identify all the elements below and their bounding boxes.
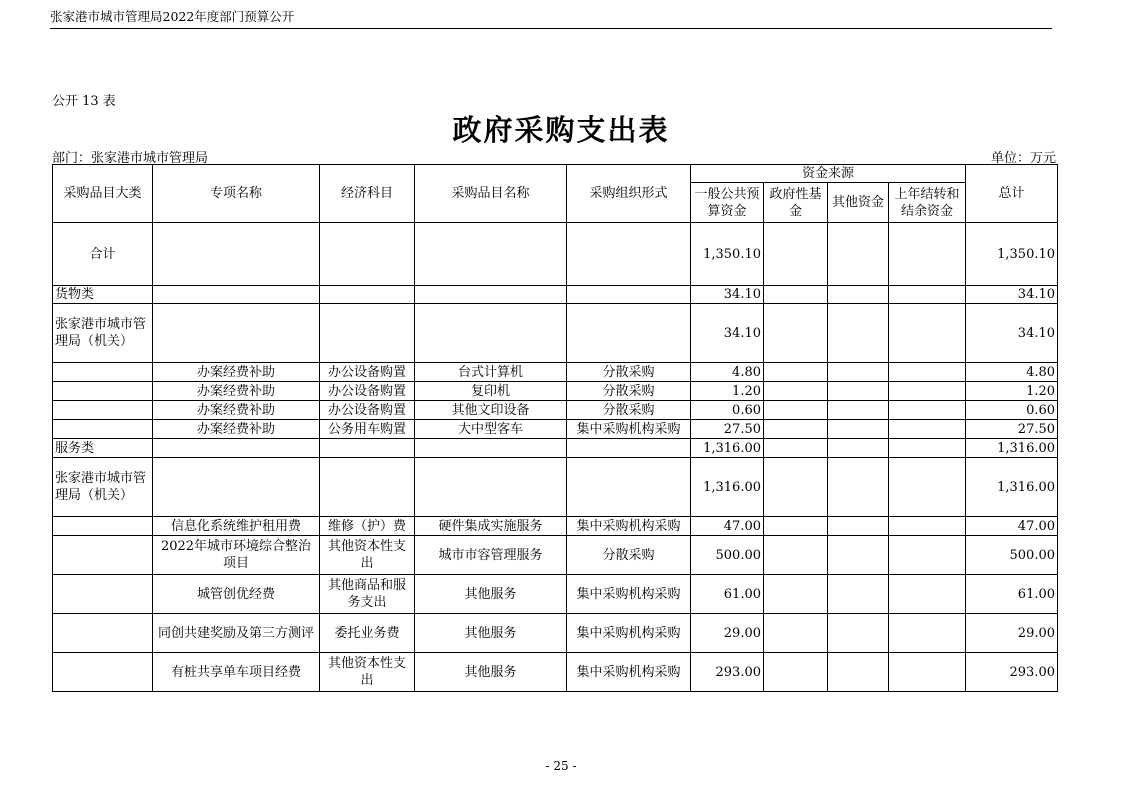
- row-carryover: [889, 614, 966, 653]
- row-method: 分散采购: [567, 363, 691, 382]
- col-header-method: 采购组织形式: [567, 165, 691, 223]
- row-general: 500.00: [691, 536, 764, 575]
- col-header-general: 一般公共预算资金: [691, 183, 764, 223]
- row-total: 1,316.00: [966, 458, 1058, 517]
- row-econ: 维修（护）费: [320, 517, 415, 536]
- row-method: 分散采购: [567, 536, 691, 575]
- row-other: [828, 401, 889, 420]
- row-general: 61.00: [691, 575, 764, 614]
- row-general: 4.80: [691, 363, 764, 382]
- row-category: [53, 401, 153, 420]
- row-total: 1,350.10: [966, 223, 1058, 286]
- row-category: [53, 363, 153, 382]
- row-govfund: [764, 223, 828, 286]
- row-method: [567, 304, 691, 363]
- row-govfund: [764, 517, 828, 536]
- row-carryover: [889, 223, 966, 286]
- row-method: 集中采购机构采购: [567, 575, 691, 614]
- table-row: [53, 653, 1058, 692]
- col-header-item: 采购品目名称: [415, 165, 567, 223]
- row-carryover: [889, 517, 966, 536]
- row-item: 城市市容管理服务: [415, 536, 567, 575]
- row-method: 分散采购: [567, 382, 691, 401]
- row-carryover: [889, 575, 966, 614]
- row-total: 34.10: [966, 304, 1058, 363]
- row-other: [828, 382, 889, 401]
- row-item: 其他文印设备: [415, 401, 567, 420]
- row-total: 4.80: [966, 363, 1058, 382]
- row-item: [415, 458, 567, 517]
- row-category: 张家港市城市管理局（机关）: [53, 304, 153, 363]
- col-header-category: 采购品目大类: [53, 165, 153, 223]
- row-project: [153, 439, 320, 458]
- row-project: 办案经费补助: [153, 401, 320, 420]
- row-total: 61.00: [966, 575, 1058, 614]
- row-project: 办案经费补助: [153, 363, 320, 382]
- row-econ: 其他资本性支出: [320, 653, 415, 692]
- row-carryover: [889, 439, 966, 458]
- row-general: 27.50: [691, 420, 764, 439]
- row-category: 合计: [53, 223, 153, 286]
- row-govfund: [764, 286, 828, 304]
- row-govfund: [764, 401, 828, 420]
- table-row: [53, 458, 1058, 517]
- table-row: [53, 439, 1058, 458]
- row-econ: [320, 286, 415, 304]
- row-total: 1,316.00: [966, 439, 1058, 458]
- procurement-table: [52, 164, 1058, 692]
- row-other: [828, 439, 889, 458]
- row-govfund: [764, 304, 828, 363]
- row-econ: 办公设备购置: [320, 363, 415, 382]
- row-econ: 其他资本性支出: [320, 536, 415, 575]
- row-method: [567, 439, 691, 458]
- row-general: 1,316.00: [691, 439, 764, 458]
- row-carryover: [889, 286, 966, 304]
- row-method: [567, 286, 691, 304]
- row-total: 47.00: [966, 517, 1058, 536]
- table-row: [53, 401, 1058, 420]
- row-general: 34.10: [691, 304, 764, 363]
- row-general: 293.00: [691, 653, 764, 692]
- col-header-other: 其他资金: [828, 183, 889, 223]
- row-item: 硬件集成实施服务: [415, 517, 567, 536]
- row-carryover: [889, 653, 966, 692]
- row-category: [53, 536, 153, 575]
- row-other: [828, 614, 889, 653]
- row-project: [153, 304, 320, 363]
- row-category: 货物类: [53, 286, 153, 304]
- row-category: [53, 614, 153, 653]
- row-govfund: [764, 439, 828, 458]
- row-econ: 办公设备购置: [320, 382, 415, 401]
- row-method: 集中采购机构采购: [567, 614, 691, 653]
- row-project: 同创共建奖励及第三方测评: [153, 614, 320, 653]
- row-project: 2022年城市环境综合整治项目: [153, 536, 320, 575]
- row-other: [828, 223, 889, 286]
- row-total: 0.60: [966, 401, 1058, 420]
- row-govfund: [764, 536, 828, 575]
- row-item: 复印机: [415, 382, 567, 401]
- col-header-econ: 经济科目: [320, 165, 415, 223]
- row-general: 47.00: [691, 517, 764, 536]
- row-total: 34.10: [966, 286, 1058, 304]
- row-other: [828, 420, 889, 439]
- row-project: [153, 286, 320, 304]
- row-item: 其他服务: [415, 653, 567, 692]
- col-header-fund-source: 资金来源: [691, 165, 966, 183]
- row-category: [53, 575, 153, 614]
- row-method: 分散采购: [567, 401, 691, 420]
- table-row: [53, 363, 1058, 382]
- row-item: [415, 439, 567, 458]
- row-econ: 公务用车购置: [320, 420, 415, 439]
- row-carryover: [889, 458, 966, 517]
- row-econ: [320, 458, 415, 517]
- row-project: 有桩共享单车项目经费: [153, 653, 320, 692]
- col-header-carryover: 上年结转和结余资金: [889, 183, 966, 223]
- row-project: [153, 223, 320, 286]
- row-econ: 其他商品和服务支出: [320, 575, 415, 614]
- row-project: [153, 458, 320, 517]
- row-total: 27.50: [966, 420, 1058, 439]
- row-general: 29.00: [691, 614, 764, 653]
- row-other: [828, 517, 889, 536]
- row-other: [828, 304, 889, 363]
- col-header-project: 专项名称: [153, 165, 320, 223]
- row-category: 服务类: [53, 439, 153, 458]
- table-row: [53, 517, 1058, 536]
- row-govfund: [764, 420, 828, 439]
- page-number: - 25 -: [545, 759, 577, 773]
- table-row: [53, 536, 1058, 575]
- row-other: [828, 363, 889, 382]
- row-project: 信息化系统维护租用费: [153, 517, 320, 536]
- table-number: 公开 13 表: [52, 94, 116, 109]
- table-row: [53, 223, 1058, 286]
- row-general: 1.20: [691, 382, 764, 401]
- row-general: 34.10: [691, 286, 764, 304]
- col-header-total: 总计: [966, 165, 1058, 223]
- table-row: [53, 575, 1058, 614]
- page-title: 政府采购支出表: [452, 113, 670, 147]
- row-econ: 委托业务费: [320, 614, 415, 653]
- row-total: 1.20: [966, 382, 1058, 401]
- row-item: 台式计算机: [415, 363, 567, 382]
- row-carryover: [889, 363, 966, 382]
- row-govfund: [764, 363, 828, 382]
- row-item: 大中型客车: [415, 420, 567, 439]
- row-category: [53, 653, 153, 692]
- row-method: 集中采购机构采购: [567, 653, 691, 692]
- row-govfund: [764, 458, 828, 517]
- row-method: [567, 458, 691, 517]
- row-item: 其他服务: [415, 614, 567, 653]
- row-total: 500.00: [966, 536, 1058, 575]
- table-row: [53, 382, 1058, 401]
- row-general: 1,350.10: [691, 223, 764, 286]
- department-label: 部门：张家港市城市管理局: [52, 151, 209, 166]
- row-item: [415, 286, 567, 304]
- row-govfund: [764, 653, 828, 692]
- row-total: 29.00: [966, 614, 1058, 653]
- row-other: [828, 653, 889, 692]
- row-econ: [320, 304, 415, 363]
- row-carryover: [889, 382, 966, 401]
- row-carryover: [889, 420, 966, 439]
- row-general: 0.60: [691, 401, 764, 420]
- row-category: [53, 420, 153, 439]
- row-other: [828, 575, 889, 614]
- row-carryover: [889, 401, 966, 420]
- unit-label: 单位：万元: [990, 151, 1056, 166]
- table-row: [53, 304, 1058, 363]
- table-row: [53, 420, 1058, 439]
- row-project: 办案经费补助: [153, 420, 320, 439]
- row-carryover: [889, 304, 966, 363]
- row-project: 办案经费补助: [153, 382, 320, 401]
- row-other: [828, 458, 889, 517]
- table-row: [53, 614, 1058, 653]
- row-other: [828, 286, 889, 304]
- row-govfund: [764, 575, 828, 614]
- row-econ: [320, 223, 415, 286]
- row-other: [828, 536, 889, 575]
- row-total: 293.00: [966, 653, 1058, 692]
- row-general: 1,316.00: [691, 458, 764, 517]
- col-header-govfund: 政府性基金: [764, 183, 828, 223]
- row-method: [567, 223, 691, 286]
- row-item: [415, 223, 567, 286]
- row-econ: 办公设备购置: [320, 401, 415, 420]
- row-method: 集中采购机构采购: [567, 420, 691, 439]
- row-category: [53, 382, 153, 401]
- row-item: 其他服务: [415, 575, 567, 614]
- row-econ: [320, 439, 415, 458]
- row-category: 张家港市城市管理局（机关）: [53, 458, 153, 517]
- page-header: 张家港市城市管理局2022年度部门预算公开: [50, 9, 295, 24]
- row-item: [415, 304, 567, 363]
- row-govfund: [764, 614, 828, 653]
- row-method: 集中采购机构采购: [567, 517, 691, 536]
- row-govfund: [764, 382, 828, 401]
- table-row: [53, 286, 1058, 304]
- header-rule: [50, 28, 1052, 29]
- row-project: 城管创优经费: [153, 575, 320, 614]
- row-carryover: [889, 536, 966, 575]
- row-category: [53, 517, 153, 536]
